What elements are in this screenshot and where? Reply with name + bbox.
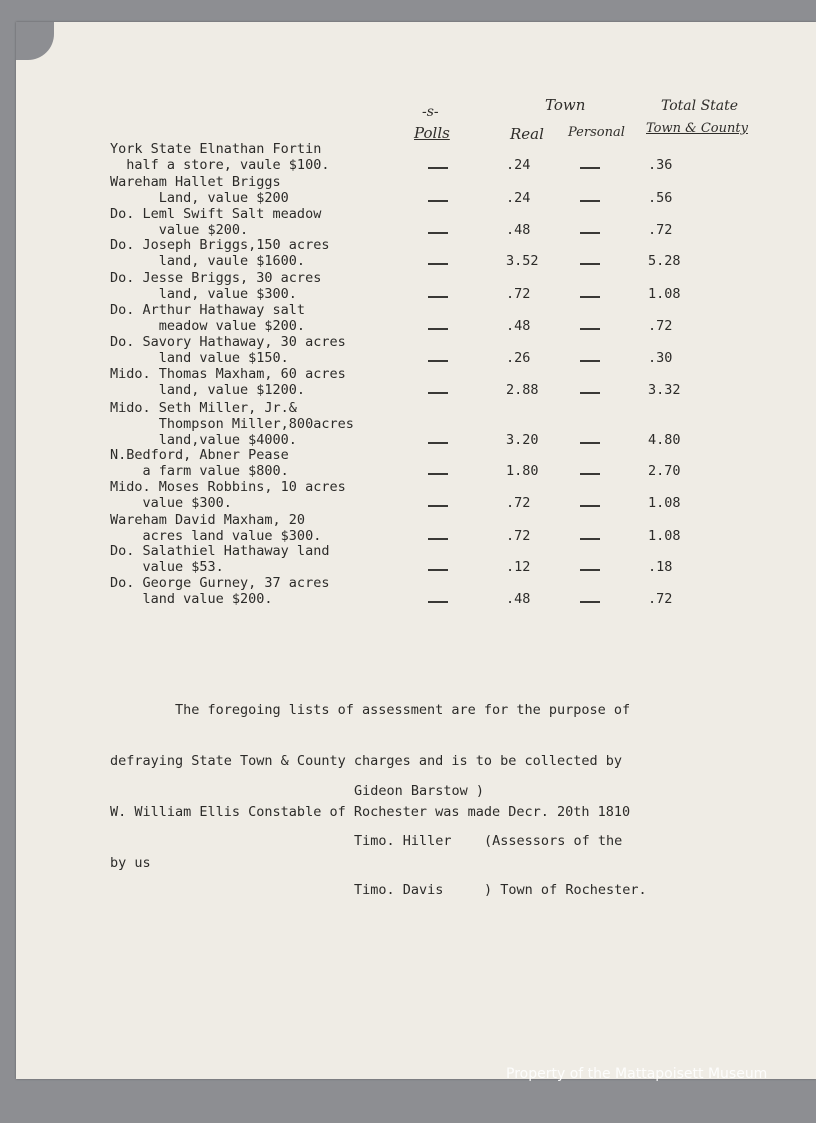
paragraph-line: The foregoing lists of assessment are for the purpose of — [110, 702, 631, 718]
polls-dash — [428, 360, 448, 362]
personal-dash — [580, 538, 600, 540]
entry-text-line: Do. George Gurney, 37 acres — [110, 575, 330, 591]
total-value: .72 — [648, 222, 673, 238]
total-value: .36 — [648, 157, 673, 173]
entry-text-line: half a store, vaule $100. — [110, 157, 330, 173]
real-value: .48 — [506, 591, 531, 607]
entry-text-line: Mido. Thomas Maxham, 60 acres — [110, 366, 346, 382]
header-town-county: Town & County — [646, 121, 748, 136]
entry-text-line: meadow value $200. — [110, 318, 306, 334]
polls-dash — [428, 601, 448, 603]
polls-dash — [428, 538, 448, 540]
total-value: 2.70 — [648, 463, 681, 479]
personal-dash — [580, 442, 600, 444]
polls-dash — [428, 232, 448, 234]
entry-text-line: value $53. — [110, 559, 224, 575]
header-real: Real — [510, 125, 544, 143]
personal-dash — [580, 263, 600, 265]
personal-dash — [580, 601, 600, 603]
polls-dash — [428, 473, 448, 475]
real-value: .24 — [506, 157, 531, 173]
real-value: .48 — [506, 222, 531, 238]
real-value: 2.88 — [506, 382, 539, 398]
real-value: .12 — [506, 559, 531, 575]
real-value: 1.80 — [506, 463, 539, 479]
personal-dash — [580, 296, 600, 298]
personal-dash — [580, 569, 600, 571]
signature-block — [354, 750, 647, 915]
entry-text-line: Do. Joseph Briggs,150 acres — [110, 237, 330, 253]
real-value: .48 — [506, 318, 531, 334]
entry-text-line: value $200. — [110, 222, 249, 238]
real-value: .24 — [506, 190, 531, 206]
signature-line: Timo. Hiller (Assessors of the — [354, 832, 623, 849]
entry-text-line: Do. Arthur Hathaway salt — [110, 302, 306, 318]
polls-dash — [428, 296, 448, 298]
paragraph-line: defraying State Town & County charges and is to be collected by — [110, 753, 623, 769]
entry-text-line: Thompson Miller,800acres — [110, 416, 354, 432]
real-value: .72 — [506, 286, 531, 302]
polls-dash — [428, 200, 448, 202]
total-value: .56 — [648, 190, 673, 206]
total-value: 1.08 — [648, 495, 681, 511]
signature-line: Gideon Barstow ) — [354, 783, 485, 799]
total-value: 3.32 — [648, 382, 681, 398]
personal-dash — [580, 392, 600, 394]
total-value: .72 — [648, 318, 673, 334]
header-polls-marker: -s- — [422, 104, 439, 120]
entry-text-line: N.Bedford, Abner Pease — [110, 447, 289, 463]
entry-text-line: land, vaule $1600. — [110, 253, 306, 269]
personal-dash — [580, 473, 600, 475]
entry-text-line: Land, value $200 — [110, 190, 289, 206]
entry-text-line: land,value $4000. — [110, 432, 297, 448]
entry-text-line: Mido. Seth Miller, Jr.& — [110, 400, 297, 416]
entry-text-line: land, value $300. — [110, 286, 297, 302]
entry-text-line: land value $200. — [110, 591, 273, 607]
paragraph-line: W. William Ellis Constable of Rochester was made Decr. 20th 1810 — [110, 804, 631, 820]
real-value: 3.20 — [506, 432, 539, 448]
entry-text-line: Do. Savory Hathaway, 30 acres — [110, 334, 346, 350]
total-value: .18 — [648, 559, 673, 575]
entry-text-line: Wareham David Maxham, 20 — [110, 512, 306, 528]
personal-dash — [580, 232, 600, 234]
entry-text-line: land, value $1200. — [110, 382, 306, 398]
entry-text-line: land value $150. — [110, 350, 289, 366]
polls-dash — [428, 569, 448, 571]
header-personal: Personal — [568, 125, 625, 140]
total-value: .72 — [648, 591, 673, 607]
real-value: .72 — [506, 528, 531, 544]
museum-watermark: Property of the Mattapoisett Museum — [506, 1066, 768, 1082]
real-value: 3.52 — [506, 253, 539, 269]
entry-text-line: York State Elnathan Fortin — [110, 141, 322, 157]
personal-dash — [580, 360, 600, 362]
total-value: 4.80 — [648, 432, 681, 448]
real-value: .72 — [506, 495, 531, 511]
total-value: 1.08 — [648, 286, 681, 302]
polls-dash — [428, 328, 448, 330]
polls-dash — [428, 263, 448, 265]
signature-line: Timo. Davis ) Town of Rochester. — [354, 882, 647, 898]
real-value: .26 — [506, 350, 531, 366]
personal-dash — [580, 328, 600, 330]
total-value: 5.28 — [648, 253, 681, 269]
header-total-state: Total State — [661, 98, 739, 114]
polls-dash — [428, 442, 448, 444]
total-value: .30 — [648, 350, 673, 366]
polls-dash — [428, 505, 448, 507]
header-polls: Polls — [414, 124, 450, 142]
polls-dash — [428, 167, 448, 169]
entry-text-line: Do. Salathiel Hathaway land — [110, 543, 330, 559]
entry-text-line: Wareham Hallet Briggs — [110, 174, 281, 190]
personal-dash — [580, 200, 600, 202]
total-value: 1.08 — [648, 528, 681, 544]
entry-text-line: Do. Jesse Briggs, 30 acres — [110, 270, 322, 286]
personal-dash — [580, 167, 600, 169]
entry-text-line: value $300. — [110, 495, 232, 511]
entry-text-line: Do. Leml Swift Salt meadow — [110, 206, 322, 222]
personal-dash — [580, 505, 600, 507]
entry-text-line: a farm value $800. — [110, 463, 289, 479]
entry-text-line: acres land value $300. — [110, 528, 322, 544]
header-town: Town — [545, 96, 586, 114]
paragraph-line: by us — [110, 855, 151, 871]
polls-dash — [428, 392, 448, 394]
entry-text-line: Mido. Moses Robbins, 10 acres — [110, 479, 346, 495]
